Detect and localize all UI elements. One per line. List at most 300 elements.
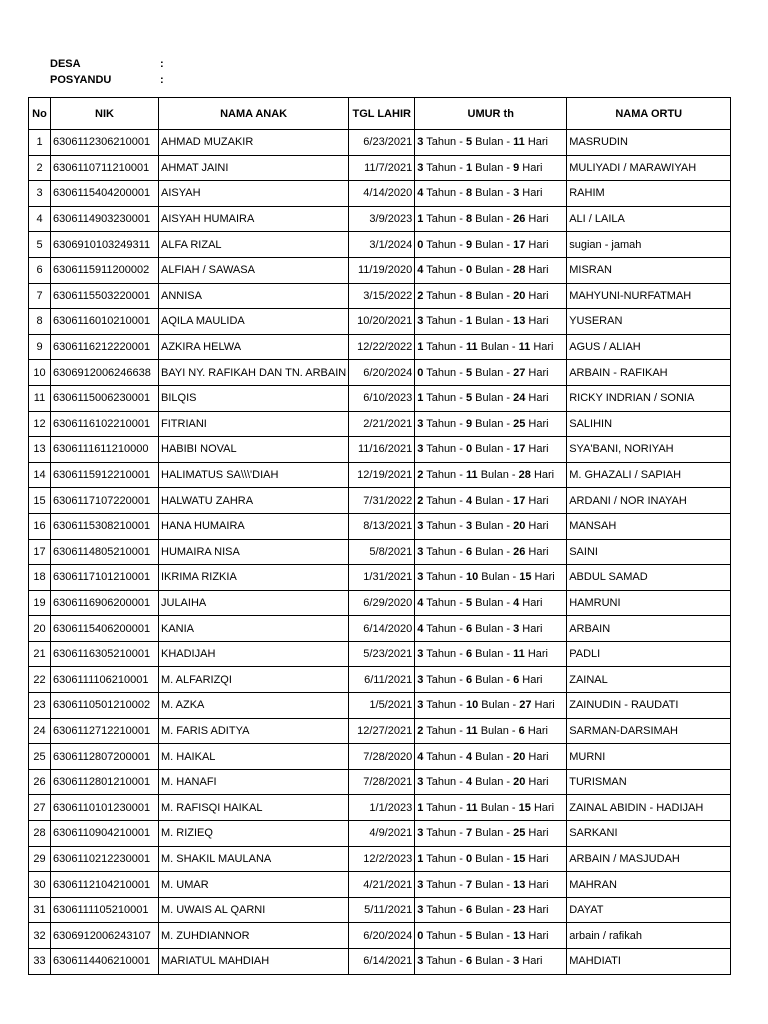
umur-hari-value: 17 bbox=[513, 443, 526, 456]
umur-sep: - bbox=[512, 571, 517, 584]
cell-tgl-lahir: 6/14/2020 bbox=[349, 616, 415, 642]
umur-hari-value: 13 bbox=[513, 315, 526, 328]
umur-sep: - bbox=[459, 213, 463, 226]
umur-sep: - bbox=[459, 341, 463, 354]
desa-label: DESA bbox=[50, 58, 81, 70]
cell-no: 23 bbox=[29, 693, 51, 719]
cell-tgl-lahir: 6/20/2024 bbox=[349, 923, 415, 949]
umur-tahun-value: 3 bbox=[417, 699, 424, 712]
table-row bbox=[29, 693, 731, 719]
cell-tgl-lahir: 12/22/2022 bbox=[349, 334, 415, 360]
umur-hari-word: Hari bbox=[528, 417, 549, 430]
umur-bulan-value: 11 bbox=[465, 341, 478, 354]
cell-tgl-lahir: 12/27/2021 bbox=[349, 718, 415, 744]
posyandu-colon: : bbox=[160, 74, 164, 86]
cell-nama-ortu: ABDUL SAMAD bbox=[567, 565, 731, 591]
cell-umur bbox=[415, 513, 567, 539]
umur-sep: - bbox=[459, 929, 463, 942]
umur-bulan-word: Bulan bbox=[475, 878, 504, 891]
cell-tgl-lahir: 6/14/2021 bbox=[349, 949, 415, 975]
cell-no: 10 bbox=[29, 360, 51, 386]
umur-tahun-value: 4 bbox=[417, 750, 424, 763]
umur-sep: - bbox=[506, 187, 511, 200]
umur-sep: - bbox=[459, 417, 463, 430]
umur-tahun-word: Tahun bbox=[426, 366, 457, 379]
umur-hari-value: 11 bbox=[518, 341, 531, 354]
cell-nama-anak: M. ALFARIZQI bbox=[159, 667, 349, 693]
cell-nama-ortu: MULIYADI / MARAWIYAH bbox=[567, 155, 731, 181]
umur-hari-word: Hari bbox=[528, 878, 549, 891]
cell-tgl-lahir: 12/19/2021 bbox=[349, 462, 415, 488]
cell-nik: 6306912006246638 bbox=[51, 360, 159, 386]
cell-nama-ortu: SARKANI bbox=[567, 821, 731, 847]
umur-tahun-value: 3 bbox=[417, 520, 424, 533]
umur-sep: - bbox=[459, 648, 463, 661]
umur-sep: - bbox=[506, 878, 511, 891]
umur-hari-value: 15 bbox=[518, 801, 531, 814]
cell-no: 17 bbox=[29, 539, 51, 565]
column-header-umur: UMUR th bbox=[415, 98, 567, 130]
table-row bbox=[29, 437, 731, 463]
cell-tgl-lahir: 8/13/2021 bbox=[349, 513, 415, 539]
cell-umur bbox=[415, 283, 567, 309]
cell-umur bbox=[415, 360, 567, 386]
umur-hari-word: Hari bbox=[522, 161, 543, 174]
cell-tgl-lahir: 5/23/2021 bbox=[349, 641, 415, 667]
cell-nama-anak: AQILA MAULIDA bbox=[159, 309, 349, 335]
umur-tahun-value: 3 bbox=[417, 136, 424, 149]
column-header-nik: NIK bbox=[51, 98, 159, 130]
umur-tahun-value: 3 bbox=[417, 673, 424, 686]
cell-nama-ortu: RAHIM bbox=[567, 181, 731, 207]
umur-sep: - bbox=[459, 699, 463, 712]
umur-sep: - bbox=[506, 929, 511, 942]
cell-nik: 6306117107220001 bbox=[51, 488, 159, 514]
umur-bulan-word: Bulan bbox=[475, 315, 504, 328]
cell-nik: 6306112104210001 bbox=[51, 872, 159, 898]
cell-no: 19 bbox=[29, 590, 51, 616]
umur-sep: - bbox=[459, 622, 463, 635]
umur-bulan-word: Bulan bbox=[475, 136, 504, 149]
umur-bulan-value: 6 bbox=[465, 904, 473, 917]
umur-sep: - bbox=[459, 571, 463, 584]
umur-bulan-word: Bulan bbox=[475, 443, 504, 456]
umur-sep: - bbox=[459, 443, 463, 456]
cell-umur bbox=[415, 206, 567, 232]
umur-tahun-word: Tahun bbox=[426, 673, 457, 686]
cell-nik: 6306112712210001 bbox=[51, 718, 159, 744]
umur-bulan-word: Bulan bbox=[475, 417, 504, 430]
table-body bbox=[29, 130, 731, 975]
umur-sep: - bbox=[506, 545, 511, 558]
cell-tgl-lahir: 12/2/2023 bbox=[349, 846, 415, 872]
umur-hari-value: 11 bbox=[513, 136, 525, 149]
umur-tahun-word: Tahun bbox=[426, 417, 457, 430]
cell-nama-anak: AHMAT JAINI bbox=[159, 155, 349, 181]
umur-bulan-word: Bulan bbox=[475, 776, 504, 789]
umur-bulan-value: 11 bbox=[465, 801, 478, 814]
umur-tahun-word: Tahun bbox=[426, 315, 457, 328]
table-row bbox=[29, 488, 731, 514]
cell-tgl-lahir: 3/1/2024 bbox=[349, 232, 415, 258]
umur-bulan-value: 5 bbox=[465, 136, 473, 149]
cell-no: 24 bbox=[29, 718, 51, 744]
cell-umur bbox=[415, 795, 567, 821]
umur-bulan-value: 8 bbox=[465, 213, 473, 226]
cell-umur bbox=[415, 155, 567, 181]
umur-sep: - bbox=[506, 648, 511, 661]
cell-nama-ortu: ZAINAL ABIDIN - HADIJAH bbox=[567, 795, 731, 821]
cell-nama-ortu: SAINI bbox=[567, 539, 731, 565]
cell-nama-anak: MARIATUL MAHDIAH bbox=[159, 949, 349, 975]
umur-sep: - bbox=[506, 136, 511, 149]
cell-tgl-lahir: 6/29/2020 bbox=[349, 590, 415, 616]
cell-no: 25 bbox=[29, 744, 51, 770]
umur-tahun-value: 0 bbox=[417, 929, 424, 942]
cell-nama-anak: KHADIJAH bbox=[159, 641, 349, 667]
cell-tgl-lahir: 1/31/2021 bbox=[349, 565, 415, 591]
umur-bulan-value: 0 bbox=[465, 443, 473, 456]
table-row bbox=[29, 539, 731, 565]
cell-nama-ortu: MAHYUNI-NURFATMAH bbox=[567, 283, 731, 309]
table-row bbox=[29, 283, 731, 309]
table-row bbox=[29, 641, 731, 667]
cell-nama-ortu: ARDANI / NOR INAYAH bbox=[567, 488, 731, 514]
umur-hari-word: Hari bbox=[527, 136, 548, 149]
umur-tahun-value: 3 bbox=[417, 878, 424, 891]
umur-sep: - bbox=[459, 955, 463, 968]
cell-nama-anak: ALFA RIZAL bbox=[159, 232, 349, 258]
umur-sep: - bbox=[506, 673, 511, 686]
cell-no: 16 bbox=[29, 513, 51, 539]
cell-nik: 6306912006243107 bbox=[51, 923, 159, 949]
cell-no: 20 bbox=[29, 616, 51, 642]
umur-tahun-word: Tahun bbox=[426, 443, 457, 456]
umur-bulan-value: 1 bbox=[465, 161, 473, 174]
umur-tahun-value: 3 bbox=[417, 315, 424, 328]
table-row bbox=[29, 206, 731, 232]
cell-nama-anak: AISYAH HUMAIRA bbox=[159, 206, 349, 232]
umur-hari-value: 6 bbox=[513, 673, 520, 686]
cell-no: 18 bbox=[29, 565, 51, 591]
umur-bulan-word: Bulan bbox=[475, 494, 504, 507]
umur-tahun-word: Tahun bbox=[426, 187, 457, 200]
umur-bulan-word: Bulan bbox=[475, 520, 504, 533]
umur-sep: - bbox=[459, 136, 463, 149]
umur-tahun-value: 3 bbox=[417, 776, 424, 789]
table-row bbox=[29, 155, 731, 181]
cell-nama-anak: IKRIMA RIZKIA bbox=[159, 565, 349, 591]
umur-sep: - bbox=[506, 622, 511, 635]
cell-nama-anak: BILQIS bbox=[159, 385, 349, 411]
umur-hari-value: 13 bbox=[513, 878, 526, 891]
cell-nik: 6306115308210001 bbox=[51, 513, 159, 539]
umur-bulan-word: Bulan bbox=[475, 596, 504, 609]
umur-bulan-word: Bulan bbox=[480, 469, 509, 482]
umur-bulan-value: 1 bbox=[465, 315, 473, 328]
cell-nik: 6306117101210001 bbox=[51, 565, 159, 591]
cell-nama-ortu: sugian - jamah bbox=[567, 232, 731, 258]
cell-nik: 6306112801210001 bbox=[51, 769, 159, 795]
table-row bbox=[29, 821, 731, 847]
cell-no: 5 bbox=[29, 232, 51, 258]
umur-bulan-value: 4 bbox=[465, 750, 473, 763]
cell-nama-anak: M. ZUHDIANNOR bbox=[159, 923, 349, 949]
umur-bulan-value: 6 bbox=[465, 648, 473, 661]
umur-hari-value: 27 bbox=[519, 699, 532, 712]
umur-tahun-value: 2 bbox=[417, 724, 424, 737]
cell-nama-anak: M. HANAFI bbox=[159, 769, 349, 795]
umur-sep: - bbox=[506, 494, 511, 507]
cell-nama-ortu: RICKY INDRIAN / SONIA bbox=[567, 385, 731, 411]
umur-sep: - bbox=[506, 417, 511, 430]
umur-sep: - bbox=[459, 673, 463, 686]
umur-tahun-word: Tahun bbox=[426, 238, 457, 251]
umur-tahun-value: 0 bbox=[417, 366, 424, 379]
table-row bbox=[29, 744, 731, 770]
table-row bbox=[29, 872, 731, 898]
cell-tgl-lahir: 5/8/2021 bbox=[349, 539, 415, 565]
cell-nik: 6306114406210001 bbox=[51, 949, 159, 975]
umur-bulan-word: Bulan bbox=[475, 366, 504, 379]
table-row bbox=[29, 565, 731, 591]
cell-nama-anak: M. AZKA bbox=[159, 693, 349, 719]
umur-tahun-value: 4 bbox=[417, 596, 424, 609]
umur-sep: - bbox=[459, 750, 463, 763]
cell-nik: 6306114903230001 bbox=[51, 206, 159, 232]
cell-no: 4 bbox=[29, 206, 51, 232]
cell-umur bbox=[415, 923, 567, 949]
cell-nik: 6306116906200001 bbox=[51, 590, 159, 616]
cell-nama-anak: AZKIRA HELWA bbox=[159, 334, 349, 360]
umur-sep: - bbox=[459, 801, 463, 814]
cell-tgl-lahir: 7/31/2022 bbox=[349, 488, 415, 514]
umur-sep: - bbox=[459, 545, 463, 558]
cell-umur bbox=[415, 257, 567, 283]
cell-umur bbox=[415, 232, 567, 258]
cell-tgl-lahir: 11/7/2021 bbox=[349, 155, 415, 181]
cell-nama-anak: M. UWAIS AL QARNI bbox=[159, 897, 349, 923]
umur-hari-value: 20 bbox=[513, 750, 526, 763]
umur-hari-word: Hari bbox=[528, 213, 549, 226]
umur-hari-value: 20 bbox=[513, 289, 526, 302]
cell-tgl-lahir: 3/9/2023 bbox=[349, 206, 415, 232]
cell-no: 29 bbox=[29, 846, 51, 872]
umur-sep: - bbox=[506, 852, 511, 865]
umur-bulan-word: Bulan bbox=[475, 264, 504, 277]
umur-bulan-word: Bulan bbox=[475, 289, 504, 302]
umur-bulan-value: 0 bbox=[465, 264, 473, 277]
umur-bulan-word: Bulan bbox=[475, 238, 504, 251]
cell-nama-anak: JULAIHA bbox=[159, 590, 349, 616]
umur-tahun-value: 3 bbox=[417, 648, 424, 661]
umur-sep: - bbox=[512, 699, 517, 712]
umur-sep: - bbox=[459, 469, 463, 482]
table-row bbox=[29, 718, 731, 744]
umur-bulan-word: Bulan bbox=[475, 827, 504, 840]
cell-no: 8 bbox=[29, 309, 51, 335]
cell-nik: 6306110501210002 bbox=[51, 693, 159, 719]
cell-nama-anak: BAYI NY. RAFIKAH DAN TN. ARBAIN bbox=[159, 360, 349, 386]
umur-sep: - bbox=[459, 520, 463, 533]
umur-tahun-word: Tahun bbox=[426, 596, 457, 609]
cell-umur bbox=[415, 641, 567, 667]
cell-umur bbox=[415, 693, 567, 719]
cell-umur bbox=[415, 130, 567, 156]
umur-hari-word: Hari bbox=[528, 238, 549, 251]
cell-no: 6 bbox=[29, 257, 51, 283]
umur-hari-word: Hari bbox=[528, 366, 549, 379]
umur-bulan-value: 6 bbox=[465, 545, 473, 558]
umur-sep: - bbox=[506, 596, 511, 609]
umur-tahun-word: Tahun bbox=[426, 289, 457, 302]
umur-tahun-value: 1 bbox=[417, 852, 424, 865]
table-row bbox=[29, 309, 731, 335]
cell-tgl-lahir: 7/28/2021 bbox=[349, 769, 415, 795]
umur-bulan-word: Bulan bbox=[475, 622, 504, 635]
umur-hari-value: 3 bbox=[513, 622, 520, 635]
cell-nama-anak: ALFIAH / SAWASA bbox=[159, 257, 349, 283]
cell-nik: 6306116102210001 bbox=[51, 411, 159, 437]
umur-bulan-value: 7 bbox=[465, 827, 473, 840]
umur-hari-word: Hari bbox=[522, 187, 543, 200]
umur-hari-value: 26 bbox=[513, 213, 526, 226]
umur-hari-value: 20 bbox=[513, 520, 526, 533]
umur-bulan-word: Bulan bbox=[480, 724, 509, 737]
cell-no: 28 bbox=[29, 821, 51, 847]
umur-bulan-value: 5 bbox=[465, 596, 473, 609]
umur-tahun-value: 0 bbox=[417, 238, 424, 251]
cell-nama-anak: HALIMATUS SA\\\'DIAH bbox=[159, 462, 349, 488]
column-header-nama-ortu: NAMA ORTU bbox=[567, 98, 731, 130]
umur-tahun-word: Tahun bbox=[426, 929, 457, 942]
umur-hari-value: 4 bbox=[513, 596, 520, 609]
umur-hari-word: Hari bbox=[527, 724, 548, 737]
cell-nama-ortu: ALI / LAILA bbox=[567, 206, 731, 232]
umur-bulan-word: Bulan bbox=[475, 392, 504, 405]
cell-tgl-lahir: 7/28/2020 bbox=[349, 744, 415, 770]
desa-colon: : bbox=[160, 58, 164, 70]
cell-umur bbox=[415, 949, 567, 975]
cell-no: 22 bbox=[29, 667, 51, 693]
cell-nama-ortu: ARBAIN bbox=[567, 616, 731, 642]
cell-umur bbox=[415, 744, 567, 770]
cell-nama-anak: ANNISA bbox=[159, 283, 349, 309]
cell-umur bbox=[415, 309, 567, 335]
umur-hari-value: 11 bbox=[513, 648, 525, 661]
cell-tgl-lahir: 1/1/2023 bbox=[349, 795, 415, 821]
umur-hari-word: Hari bbox=[528, 520, 549, 533]
umur-bulan-word: Bulan bbox=[475, 213, 504, 226]
umur-sep: - bbox=[506, 289, 511, 302]
cell-tgl-lahir: 11/19/2020 bbox=[349, 257, 415, 283]
cell-nama-anak: HANA HUMAIRA bbox=[159, 513, 349, 539]
cell-no: 11 bbox=[29, 385, 51, 411]
cell-tgl-lahir: 6/23/2021 bbox=[349, 130, 415, 156]
umur-tahun-value: 4 bbox=[417, 622, 424, 635]
cell-umur bbox=[415, 616, 567, 642]
umur-bulan-value: 8 bbox=[465, 289, 473, 302]
cell-nama-ortu: ZAINUDIN - RAUDATI bbox=[567, 693, 731, 719]
umur-hari-word: Hari bbox=[528, 315, 549, 328]
umur-hari-word: Hari bbox=[528, 827, 549, 840]
cell-nik: 6306112807200001 bbox=[51, 744, 159, 770]
cell-no: 26 bbox=[29, 769, 51, 795]
umur-hari-word: Hari bbox=[533, 469, 555, 482]
umur-bulan-word: Bulan bbox=[475, 187, 504, 200]
cell-nama-ortu: ARBAIN - RAFIKAH bbox=[567, 360, 731, 386]
umur-sep: - bbox=[459, 392, 463, 405]
umur-bulan-word: Bulan bbox=[475, 904, 504, 917]
umur-hari-value: 6 bbox=[518, 724, 525, 737]
umur-tahun-word: Tahun bbox=[426, 852, 457, 865]
table-row bbox=[29, 616, 731, 642]
cell-nama-anak: M. RIZIEQ bbox=[159, 821, 349, 847]
umur-sep: - bbox=[511, 724, 516, 737]
cell-no: 1 bbox=[29, 130, 51, 156]
umur-tahun-word: Tahun bbox=[426, 571, 457, 584]
umur-hari-word: Hari bbox=[528, 929, 549, 942]
umur-tahun-value: 1 bbox=[417, 392, 424, 405]
table-row bbox=[29, 462, 731, 488]
cell-tgl-lahir: 2/21/2021 bbox=[349, 411, 415, 437]
umur-sep: - bbox=[506, 827, 511, 840]
umur-hari-value: 17 bbox=[513, 494, 526, 507]
umur-tahun-word: Tahun bbox=[426, 341, 457, 354]
umur-hari-word: Hari bbox=[528, 545, 549, 558]
umur-tahun-word: Tahun bbox=[426, 827, 457, 840]
cell-no: 12 bbox=[29, 411, 51, 437]
cell-no: 13 bbox=[29, 437, 51, 463]
umur-tahun-value: 1 bbox=[417, 801, 424, 814]
cell-tgl-lahir: 11/16/2021 bbox=[349, 437, 415, 463]
umur-hari-value: 15 bbox=[519, 571, 532, 584]
umur-bulan-value: 10 bbox=[465, 699, 479, 712]
umur-sep: - bbox=[506, 238, 511, 251]
cell-no: 2 bbox=[29, 155, 51, 181]
table-row bbox=[29, 232, 731, 258]
umur-hari-word: Hari bbox=[528, 392, 549, 405]
umur-bulan-value: 8 bbox=[465, 187, 473, 200]
cell-nama-ortu: SYA'BANI, NORIYAH bbox=[567, 437, 731, 463]
cell-tgl-lahir: 4/14/2020 bbox=[349, 181, 415, 207]
umur-bulan-word: Bulan bbox=[475, 648, 504, 661]
cell-nik: 6306910103249311 bbox=[51, 232, 159, 258]
umur-sep: - bbox=[459, 852, 463, 865]
umur-bulan-value: 5 bbox=[465, 929, 473, 942]
umur-sep: - bbox=[506, 955, 511, 968]
umur-tahun-word: Tahun bbox=[426, 264, 457, 277]
umur-tahun-word: Tahun bbox=[426, 545, 457, 558]
umur-sep: - bbox=[459, 878, 463, 891]
cell-nama-ortu: SARMAN-DARSIMAH bbox=[567, 718, 731, 744]
umur-sep: - bbox=[506, 264, 511, 277]
column-header-no: No bbox=[29, 98, 51, 130]
cell-nama-ortu: HAMRUNI bbox=[567, 590, 731, 616]
umur-bulan-word: Bulan bbox=[475, 929, 504, 942]
umur-bulan-value: 11 bbox=[465, 469, 478, 482]
cell-umur bbox=[415, 411, 567, 437]
umur-tahun-word: Tahun bbox=[426, 213, 457, 226]
table-row bbox=[29, 897, 731, 923]
table-row bbox=[29, 334, 731, 360]
umur-hari-value: 26 bbox=[513, 545, 526, 558]
umur-bulan-value: 5 bbox=[465, 366, 473, 379]
cell-umur bbox=[415, 488, 567, 514]
cell-nik: 6306115404200001 bbox=[51, 181, 159, 207]
cell-umur bbox=[415, 539, 567, 565]
cell-nama-anak: M. SHAKIL MAULANA bbox=[159, 846, 349, 872]
